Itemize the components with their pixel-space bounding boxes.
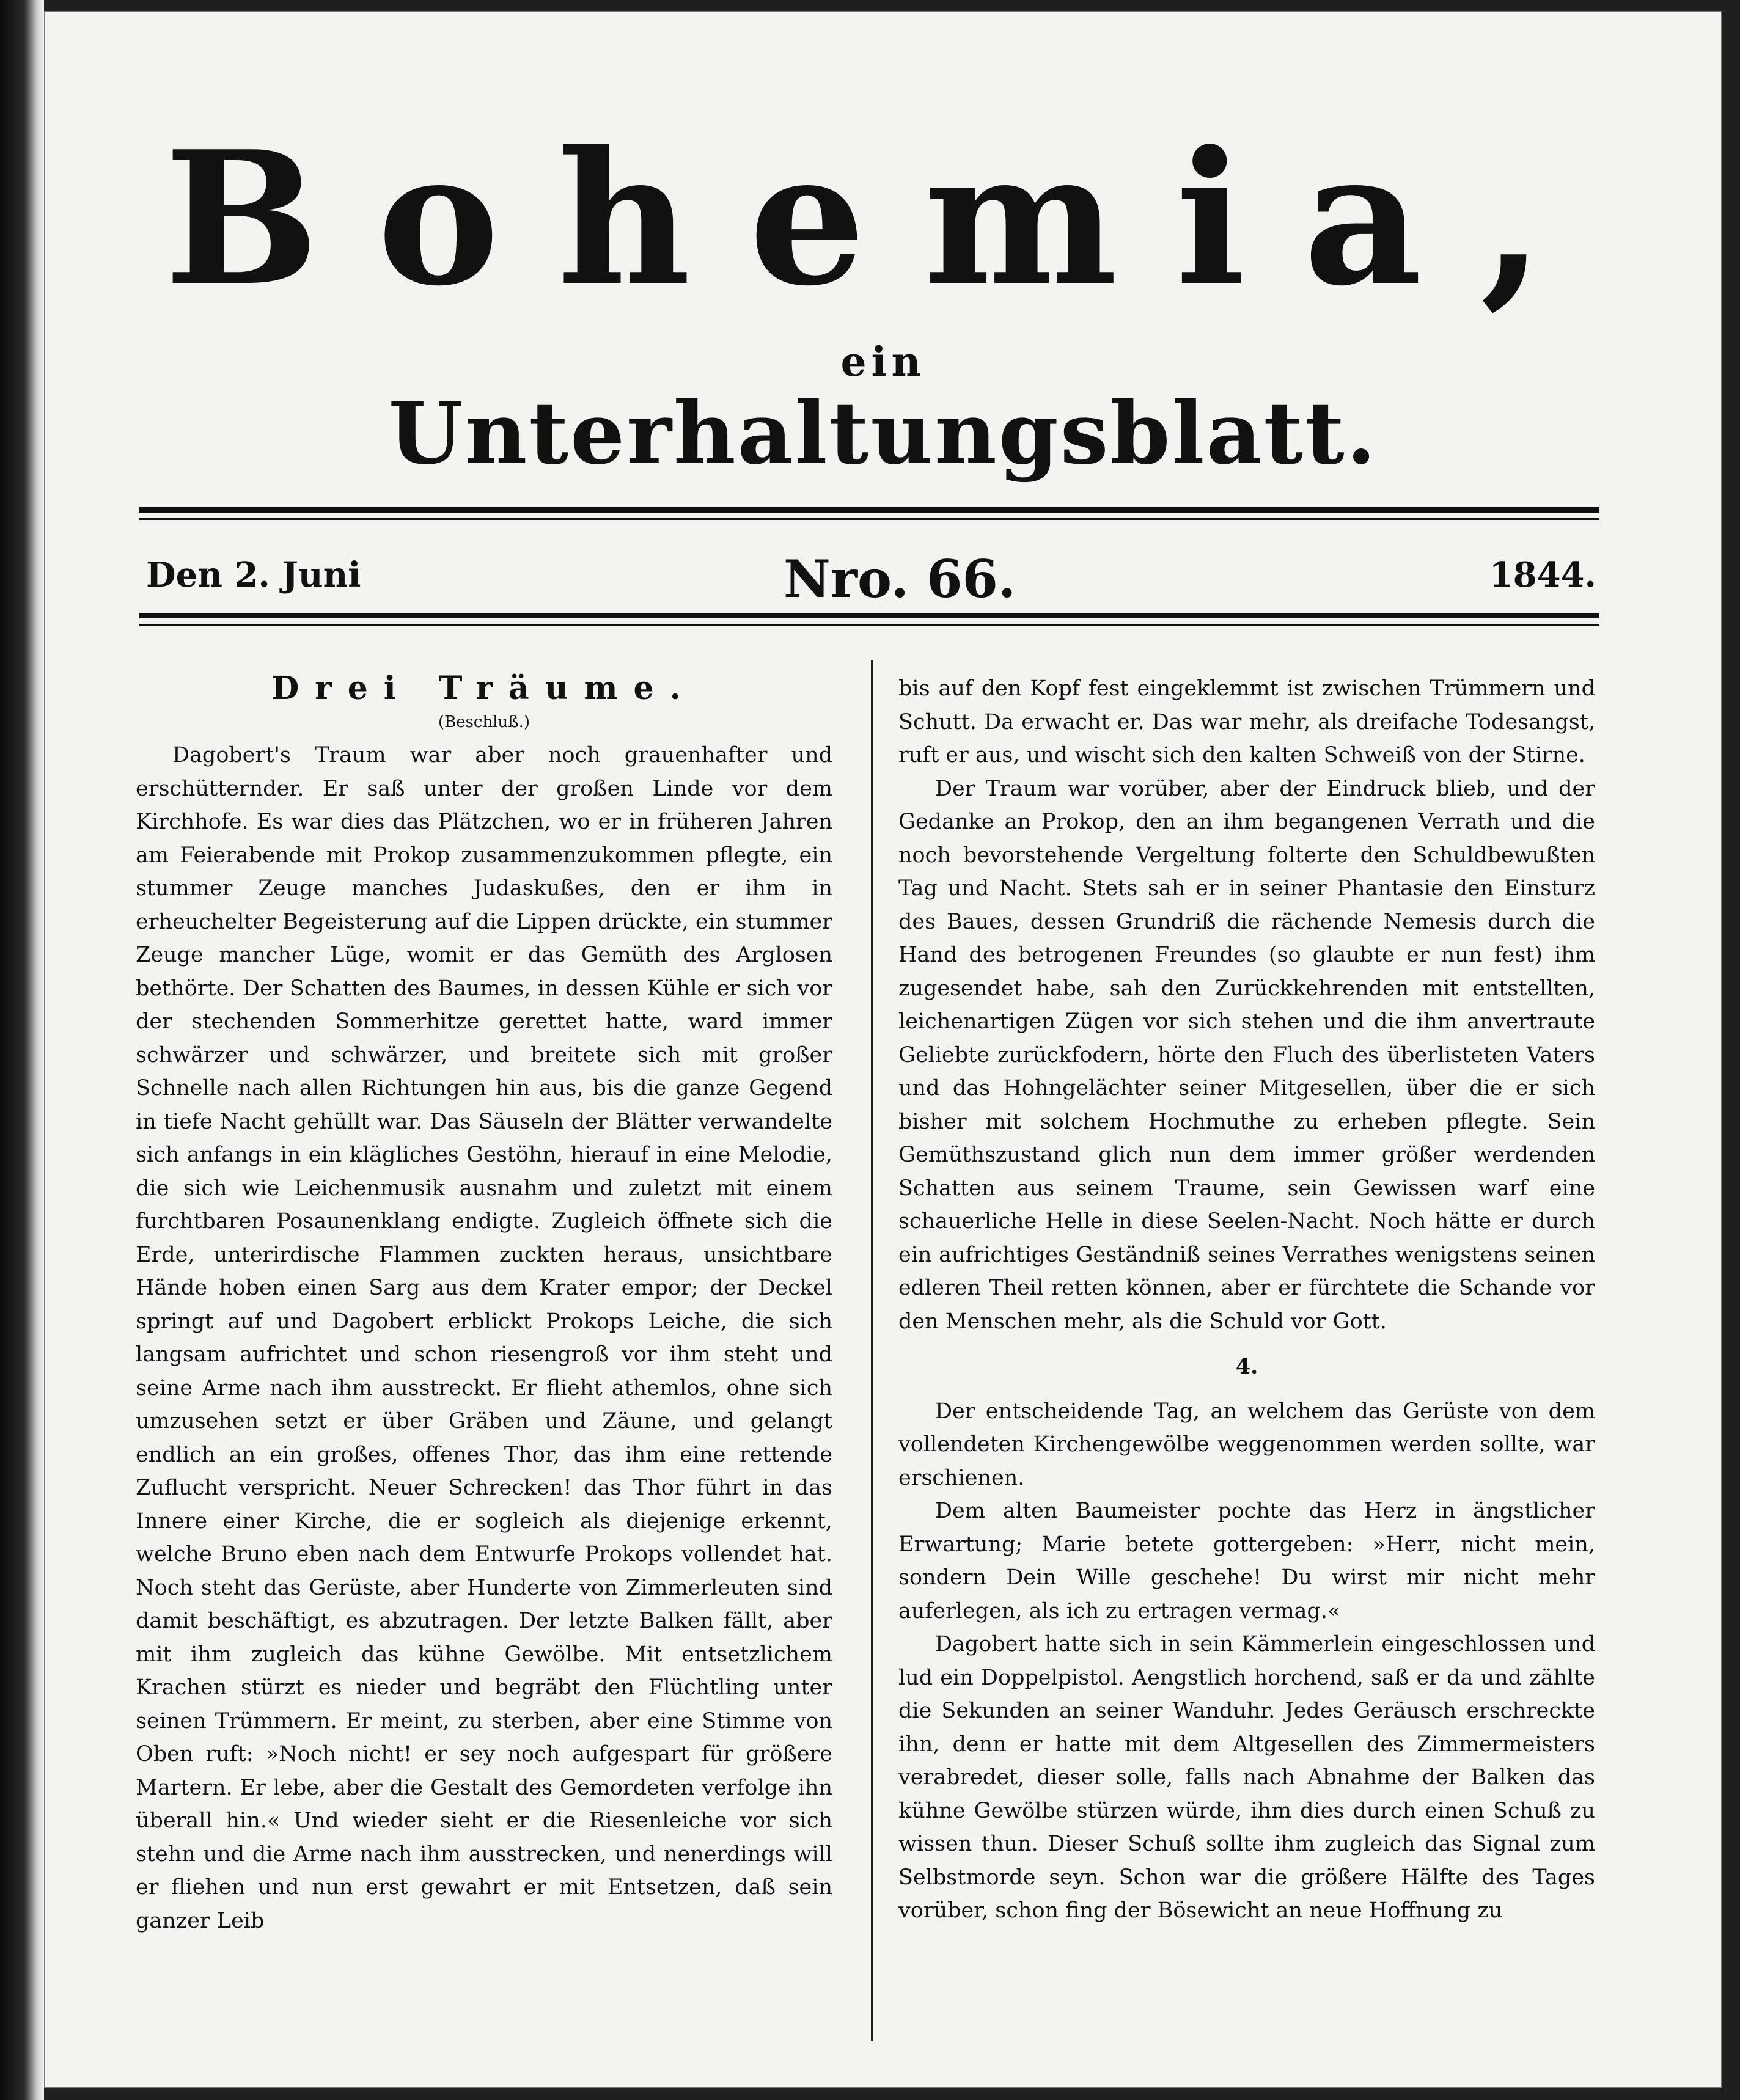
column-divider bbox=[871, 660, 873, 2041]
paragraph: Der entscheidende Tag, an welchem das Gerüste von dem vollendeten Kirchengewölbe weggenommen werden sollte, war erschienen. bbox=[898, 1399, 1595, 1490]
bottom-rule-thick bbox=[139, 613, 1599, 618]
issue-year: 1844. bbox=[1489, 555, 1596, 595]
paragraph: Dem alten Baumeister pochte das Herz in ängstlicher Erwartung; Marie betete gottergeben: »Herr, nicht mein, sondern Dein Wille geschehe! Du wirst mir nicht mehr auferlegen, als ich zu ertragen vermag.« bbox=[898, 1499, 1595, 1623]
masthead-subtitle: Unterhaltungsblatt. bbox=[388, 384, 1378, 484]
book-binding-edge bbox=[0, 0, 44, 2100]
dateline bbox=[139, 549, 1599, 609]
paragraph: Dagobert hatte sich in sein Kämmerlein eingeschlossen und lud ein Doppelpistol. Aengstlich horchend, saß er da und zählte die Sekunden an seiner Wanduhr. Jedes Geräusch erschreckte ihn, denn er hatte mit dem Altgesellen des Zimmermeisters verabredet, dieser solle, falls nach Abnahme der Balken das kühne Gewölbe stürzen würde, ihm dies durch einen Schuß zu wissen thun. Dieser Schuß sollte ihm zugleich das Signal zum Selbstmorde seyn. Schon war die größere Hälfte des Tages vorüber, schon fing der Bösewicht an neue Hoffnung zu bbox=[898, 1632, 1595, 1923]
paragraph: Dagobert's Traum war aber noch grauenhafter und erschütternder. Er saß unter der großen Linde vor dem Kirchhofe. Es war dies das Plätzchen, wo er in früheren Jahren am Feierabende mit Prokop zusammenzukommen pflegte, ein stummer Zeuge manches Judaskußes, den er ihm in erheuchelter Begeisterung auf die Lippen drückte, ein stummer Zeuge mancher Lüge, womit er das Gemüth des Arglosen bethörte. Der Schatten des Baumes, in dessen Kühle er sich vor der stechenden Sommerhitze gerettet hatte, ward immer schwärzer und schwärzer, und breitete sich mit großer Schnelle nach allen Richtungen hin aus, bis die ganze Gegend in tiefe Nacht gehüllt war. Das Säuseln der Blätter verwandelte sich anfangs in ein klägliches Gestöhn, hierauf in eine Melodie, die sich wie Leichenmusik ausnahm und zuletzt mit einem furchtbaren Posaunenklang endigte. Zugleich öffnete sich die Erde, unterirdische Flammen zuckten heraus, unsichtbare Hände hoben einen Sarg aus dem Krater empor; der Deckel springt auf und Dagobert erblickt Prokops Leiche, die sich langsam aufrichtet und schon riesengroß vor ihm steht und seine Arme nach ihm ausstreckt. Er flieht athemlos, ohne sich umzusehen setzt er über Gräben und Zäune, und gelangt endlich an ein großes, offenes Thor, das ihm eine rettende Zuflucht verspricht. Neuer Schrecken! das Thor führt in das Innere einer Kirche, die er sogleich als diejenige erkennt, welche Bruno eben nach dem Entwurfe Prokops vollendet hat. Noch steht das Gerüste, aber Hunderte von Zimmerleuten sind damit beschäftigt, es abzutragen. Der letzte Balken fällt, aber mit ihm zugleich das kühne Gewölbe. Mit entsetzlichem Krachen stürzt es nieder und begräbt den Flüchtling unter seinen Trümmern. Er meint, zu sterben, aber eine Stimme von Oben ruft: »Noch nicht! er sey noch aufgespart für größere Martern. Er lebe, aber die Gestalt des Gemordeten verfolge ihn überall hin.« Und wieder sieht er die Riesenleiche vor sich stehn und die Arme nach ihm ausstrecken, und nenerdings will er fliehen und nun erst gewahrt er mit Entsetzen, daß sein ganzer Leib bbox=[136, 743, 832, 1933]
top-rule-thin bbox=[139, 518, 1599, 520]
paragraph-continuation: bis auf den Kopf fest eingeklemmt ist zwischen Trümmern und Schutt. Da erwacht er. Das war mehr, als dreifache Todesangst, ruft er aus, und wischt sich den kalten Schweiß von der Stirne. bbox=[898, 676, 1595, 767]
paragraph: Der Traum war vorüber, aber der Eindruck blieb, und der Gedanke an Prokop, den an ihm begangenen Verrath und die noch bevorstehende Vergeltung folterte den Schuldbewußten Tag und Nacht. Stets sah er in seiner Phantasie den Einsturz des Baues, dessen Grundriß die rächende Nemesis durch die Hand des betrogenen Freundes (so glaubte er nun fest) ihm zugesendet habe, sah den Zurückkehrenden mit entstellten, leichenartigen Zügen vor sich stehen und die ihm anvertraute Geliebte zurückfodern, hörte den Fluch des überlisteten Vaters und das Hohngelächter seiner Mitgesellen, über die er sich bisher mit solchem Hochmuthe zu erheben pflegte. Sein Gemüthszustand glich nun dem immer größer werdenden Schatten aus seinem Traume, sein Gewissen warf eine schauerliche Helle in diese Seelen-Nacht. Noch hätte er durch ein aufrichtiges Geständniß seines Verrathes wenigstens seinen edleren Theil retten können, aber er fürchtete die Schande vor den Menschen mehr, als die Schuld vor Gott. bbox=[898, 776, 1595, 1334]
column-right bbox=[898, 672, 1595, 1928]
top-rule-thick bbox=[139, 507, 1599, 513]
newspaper-page bbox=[44, 11, 1722, 2088]
bottom-rule-thin bbox=[139, 624, 1599, 626]
masthead-title: Bohemia, bbox=[164, 111, 1602, 326]
issue-number: Nro. 66. bbox=[784, 549, 1016, 609]
issue-date: Den 2. Juni bbox=[146, 555, 361, 595]
column-left bbox=[136, 672, 832, 1937]
masthead-ein: ein bbox=[840, 338, 926, 386]
section-number: 4. bbox=[1235, 1354, 1258, 1379]
article-subtitle: (Beschluß.) bbox=[438, 712, 530, 731]
article-title: Drei Träume. bbox=[271, 670, 697, 707]
